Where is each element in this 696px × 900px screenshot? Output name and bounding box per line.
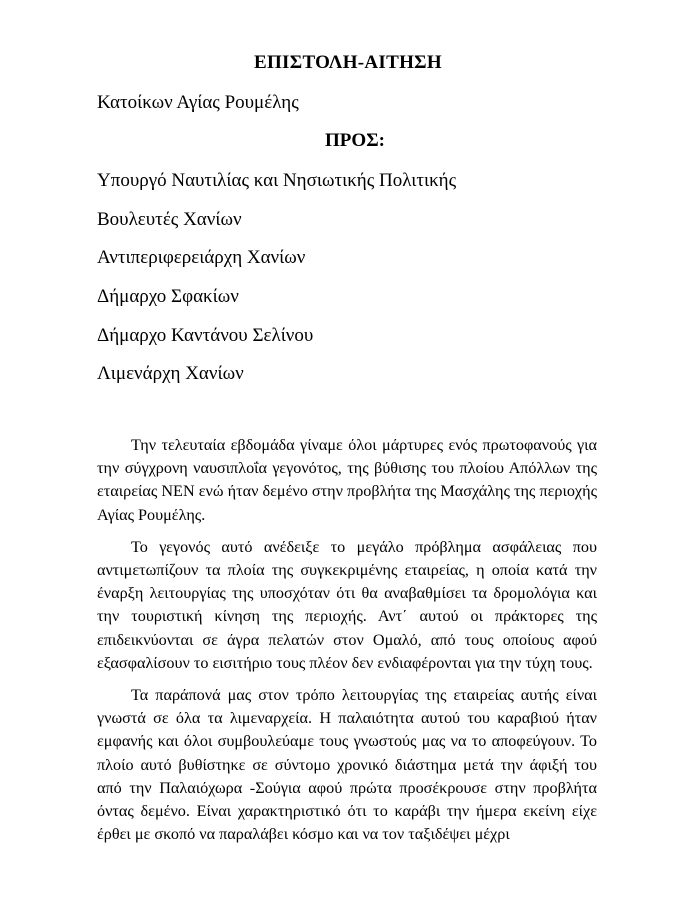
recipient-mayor-kantanos: Δήμαρχο Καντάνου Σελίνου	[97, 325, 314, 346]
recipient-vice-governor: Αντιπεριφερειάρχη Χανίων	[97, 247, 306, 268]
recipient-mps: Βουλευτές Χανίων	[97, 209, 242, 230]
letter-body	[97, 434, 597, 855]
recipient-ministry: Υπουργό Ναυτιλίας και Νησιωτικής Πολιτικής	[97, 170, 457, 191]
paragraph-complaints: Τα παράπονά μας στον τρόπο λειτουργίας της εταιρείας αυτής είναι γνωστά σε όλα τα λιμεναρχεία. Η παλαιότητα αυτού του καραβιού ήταν εμφανής και όλοι συμβουλεύαμε τους γνωστούς μας να το αποφεύγουν. Το πλοίο αυτό βυθίστηκε σε σύντομο χρονικό διάστημα μετά την άφιξή του από την Παλαιόχωρα -Σούγια αφού πρώτα προσέκρουσε στην προβλήτα όντας δεμένο. Είναι χαρακτηριστικό ότι το καράβι την ήμερα εκείνη είχε έρθει με σκοπό να παραλάβει κόσμο και να τον ταξιδέψει μέχρι	[97, 686, 597, 844]
document-title: ΕΠΙΣΤΟΛΗ-ΑΙΤΗΣΗ	[254, 52, 442, 73]
paragraph-sinking: Την τελευταία εβδομάδα γίναμε όλοι μάρτυρες ενός πρωτοφανούς για την σύγχρονη ναυσιπλοΐα γεγονότος, της βύθισης του πλοίου Απόλλων της εταιρείας ΝΕΝ ενώ ήταν δεμένο στην προβλήτα της Μασχάλης της περιοχής Αγίας Ρουμέλης.	[97, 436, 597, 524]
recipient-port-authority: Λιμενάρχη Χανίων	[97, 363, 244, 384]
recipient-mayor-sfakia: Δήμαρχο Σφακίων	[97, 286, 239, 307]
paragraph-safety: Το γεγονός αυτό ανέδειξε το μεγάλο πρόβλημα ασφάλειας που αντιμετωπίζουν τα πλοία της συγκεκριμένης εταιρείας, η οποία κατά την έναρξη λειτουργίας της υποσχόταν ότι θα αναβαθμίσει τα δρομολόγια και την τουριστική κίνηση της περιοχής. Αντ΄ αυτού οι πράκτορες της επιδεικνύονται σε άγρα πελατών στον Ομαλό, από τους οποίους αφού εξασφαλίσουν το εισιτήριο τους πλέον δεν ενδιαφέρονται για την τύχη τους.	[97, 537, 597, 672]
sender-line: Κατοίκων Αγίας Ρουμέλης	[97, 92, 299, 113]
to-label: ΠΡΟΣ:	[325, 130, 385, 151]
